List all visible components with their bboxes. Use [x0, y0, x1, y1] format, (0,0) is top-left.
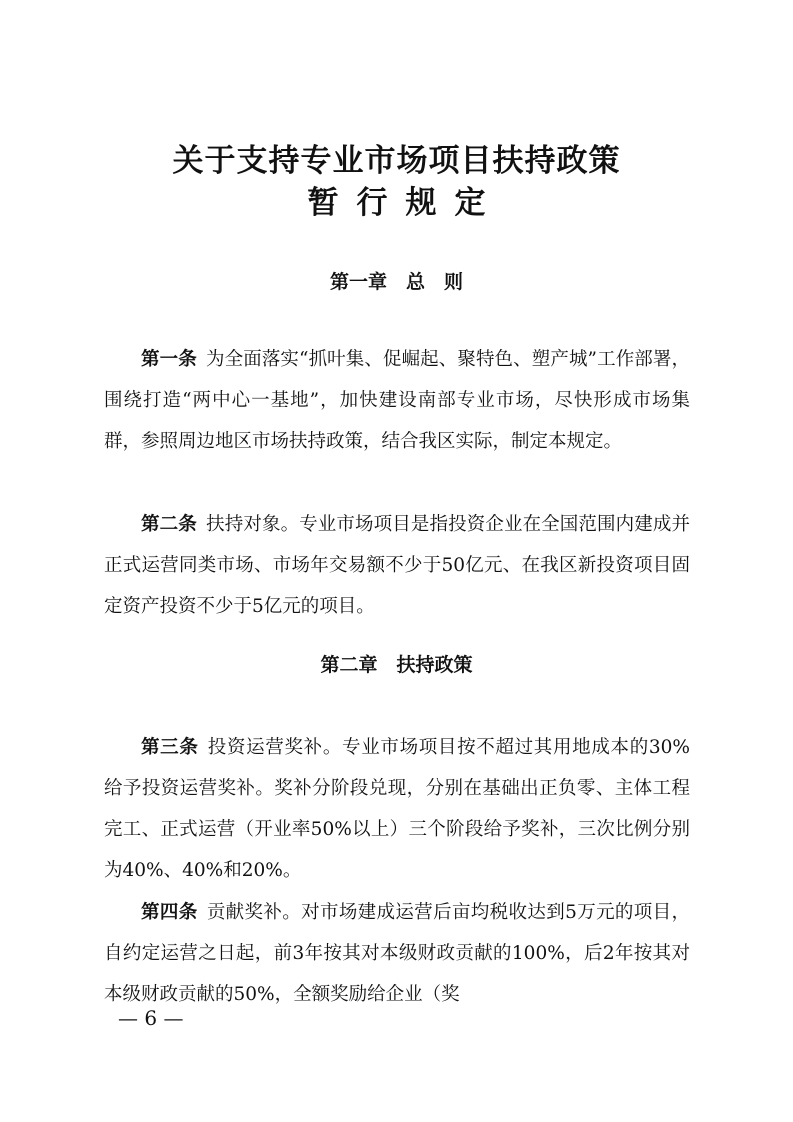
article-2 [104, 504, 690, 627]
article-1-head: 第一条 [141, 349, 197, 370]
article-3-head: 第三条 [141, 737, 199, 758]
chapter-2-heading: 第二章 扶持政策 [320, 654, 473, 676]
article-3 [104, 727, 690, 891]
article-1-body: 为全面落实“抓叶集、促崛起、聚特色、塑产城”工作部署，围绕打造“两中心一基地”，加快建设南部专业市场，尽快形成市场集群，参照周边地区市场扶持政策，结合我区实际，制定本规定。 [104, 349, 690, 452]
article-4-body: 贡献奖补。对市场建成运营后亩均税收达到5万元的项目，自约定运营之日起，前3年按其对本级财政贡献的100%，后2年按其对本级财政贡献的50%，全额奖励给企业（奖 [104, 902, 690, 1005]
chapter-1-heading: 第一章 总 则 [329, 271, 463, 293]
article-2-head: 第二条 [141, 514, 197, 535]
article-4 [104, 892, 690, 1005]
article-3-body: 投资运营奖补。专业市场项目按不超过其用地成本的30%给予投资运营奖补。奖补分阶段兑现，分别在基础出正负零、主体工程完工、正式运营（开业率50%以上）三个阶段给予奖补，三次比例分别为40%、40%和20%。 [104, 737, 690, 881]
article-4-head: 第四条 [141, 902, 198, 923]
document-title-line1: 关于支持专业市场项目扶持政策 [172, 143, 621, 179]
document-title-line2: 暂行规定 [307, 185, 504, 221]
article-1 [104, 339, 690, 462]
page-number: — 6 — [118, 1006, 184, 1030]
article-2-body: 扶持对象。专业市场项目是指投资企业在全国范围内建成并正式运营同类市场、市场年交易额不少于50亿元、在我区新投资项目固定资产投资不少于5亿元的项目。 [104, 514, 690, 617]
